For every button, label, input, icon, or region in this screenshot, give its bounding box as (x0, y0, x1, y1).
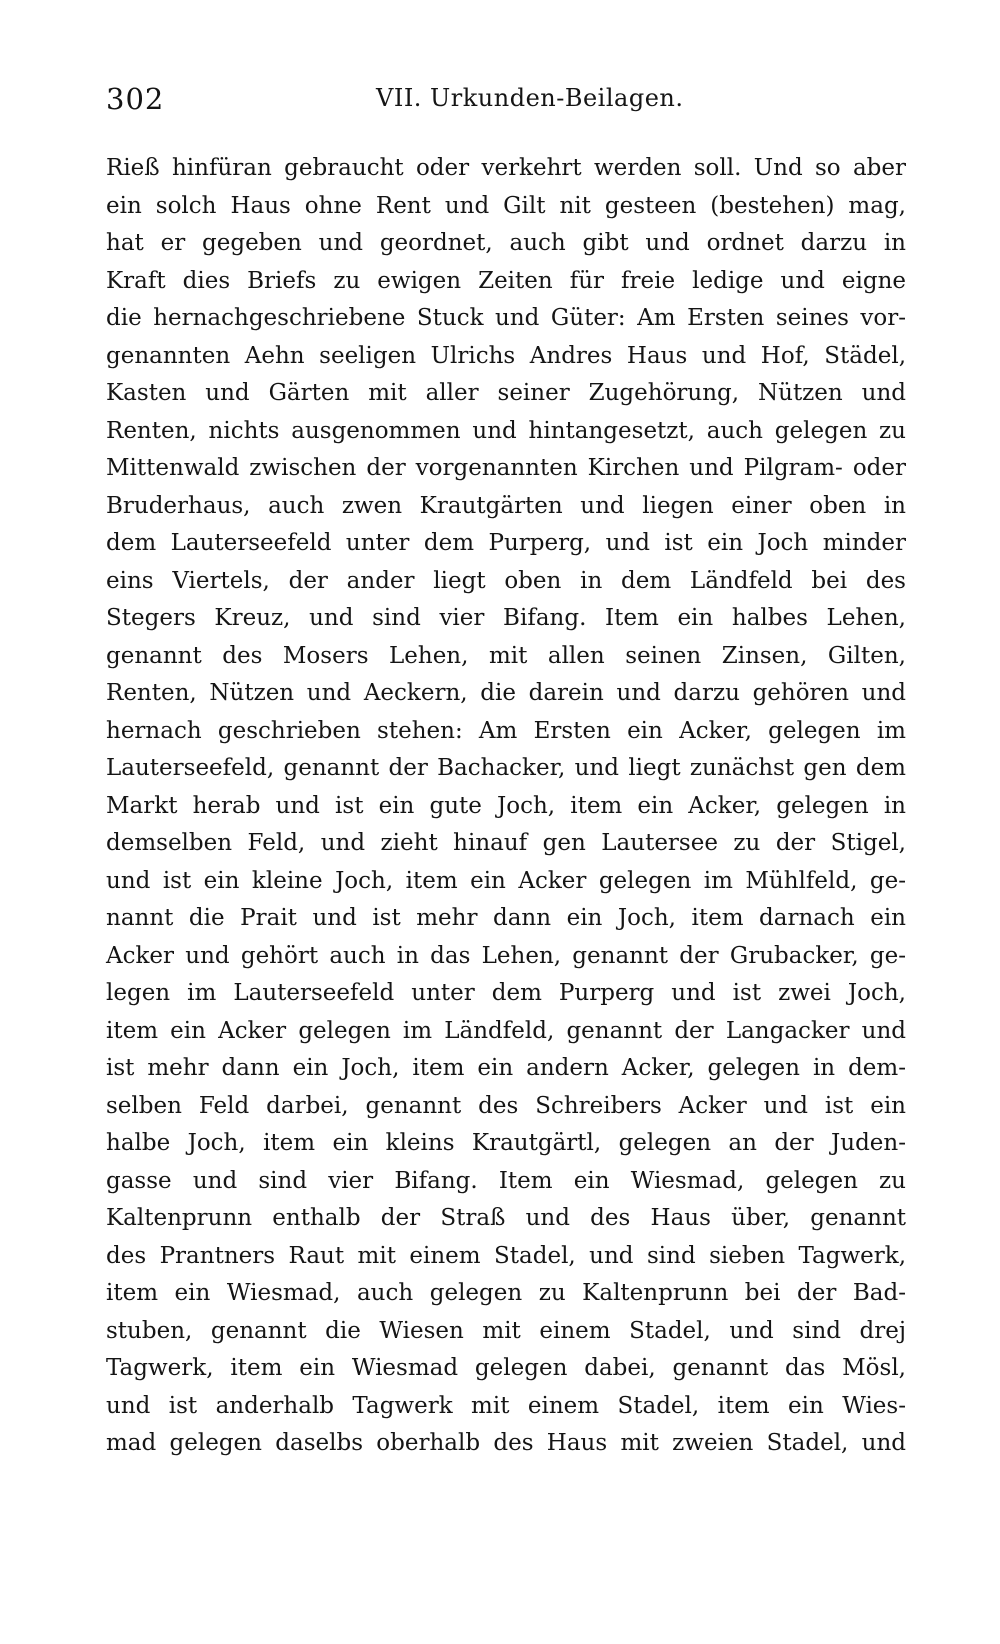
text-line: gasse und sind vier Bifang. Item ein Wiesmad, gelegen zu (106, 1167, 906, 1194)
text-line: ein solch Haus ohne Rent und Gilt nit gesteen (bestehen) mag, (106, 192, 906, 219)
text-line: Kraft dies Briefs zu ewigen Zeiten für freie ledige und eigne (106, 267, 906, 294)
text-line: Lauterseefeld, genannt der Bachacker, und liegt zunächst gen dem (106, 755, 906, 781)
page-number: 302 (106, 82, 165, 116)
text-line: genannten Aehn seeligen Ulrichs Andres Haus und Hof, Städel, (106, 342, 906, 369)
text-line: ist mehr dann ein Joch, item ein andern Acker, gelegen in dem- (106, 1055, 906, 1081)
text-line: und ist anderhalb Tagwerk mit einem Stadel, item ein Wies- (106, 1392, 906, 1419)
page-header (106, 82, 906, 122)
text-line: demselben Feld, und zieht hinauf gen Lautersee zu der Stigel, (106, 830, 906, 856)
text-line: und ist ein kleine Joch, item ein Acker gelegen im Mühlfeld, ge- (106, 867, 906, 894)
text-line: die hernachgeschriebene Stuck und Güter: Am Ersten seines vor- (106, 305, 906, 331)
text-line: Renten, Nützen und Aeckern, die darein und darzu gehören und (106, 680, 906, 706)
text-line: Rieß hinfüran gebraucht oder verkehrt werden soll. Und so aber (106, 155, 906, 181)
text-line: Kasten und Gärten mit aller seiner Zugehörung, Nützen und (106, 380, 906, 406)
text-line: item ein Acker gelegen im Ländfeld, genannt der Langacker und (106, 1017, 906, 1044)
text-line: item ein Wiesmad, auch gelegen zu Kaltenprunn bei der Bad- (106, 1280, 906, 1306)
text-line: selben Feld darbei, genannt des Schreibers Acker und ist ein (106, 1092, 906, 1119)
text-line: hernach geschrieben stehen: Am Ersten ein Acker, gelegen im (106, 717, 906, 744)
text-line: halbe Joch, item ein kleins Krautgärtl, gelegen an der Juden- (106, 1130, 906, 1156)
text-line: Acker und gehört auch in das Lehen, genannt der Grubacker, ge- (106, 942, 906, 969)
text-line: Mittenwald zwischen der vorgenannten Kirchen und Pilgram- oder (106, 455, 906, 481)
text-line: Markt herab und ist ein gute Joch, item ein Acker, gelegen in (106, 792, 906, 819)
text-line: Kaltenprunn enthalb der Straß und des Haus über, genannt (106, 1205, 906, 1231)
text-line: eins Viertels, der ander liegt oben in dem Ländfeld bei des (106, 567, 906, 594)
text-line: Bruderhaus, auch zwen Krautgärten und liegen einer oben in (106, 492, 906, 519)
text-line: stuben, genannt die Wiesen mit einem Stadel, und sind drej (106, 1317, 906, 1344)
text-line: des Prantners Raut mit einem Stadel, und sind sieben Tagwerk, (106, 1242, 906, 1269)
text-line: dem Lauterseefeld unter dem Purperg, und ist ein Joch minder (106, 530, 906, 556)
text-line: nannt die Prait und ist mehr dann ein Joch, item darnach ein (106, 905, 906, 931)
text-line: Stegers Kreuz, und sind vier Bifang. Item ein halbes Lehen, (106, 605, 906, 631)
text-line: genannt des Mosers Lehen, mit allen seinen Zinsen, Gilten, (106, 642, 906, 669)
text-line: hat er gegeben und geordnet, auch gibt und ordnet darzu in (106, 230, 906, 256)
running-head: VII. Urkunden-Beilagen. (376, 84, 684, 112)
text-line: Tagwerk, item ein Wiesmad gelegen dabei, genannt das Mösl, (106, 1355, 906, 1381)
text-line: Renten, nichts ausgenommen und hintangesetzt, auch gelegen zu (106, 417, 906, 444)
body-text (106, 150, 906, 1463)
text-line: legen im Lauterseefeld unter dem Purperg und ist zwei Joch, (106, 980, 906, 1006)
text-line: mad gelegen daselbs oberhalb des Haus mit zweien Stadel, und (106, 1430, 906, 1456)
